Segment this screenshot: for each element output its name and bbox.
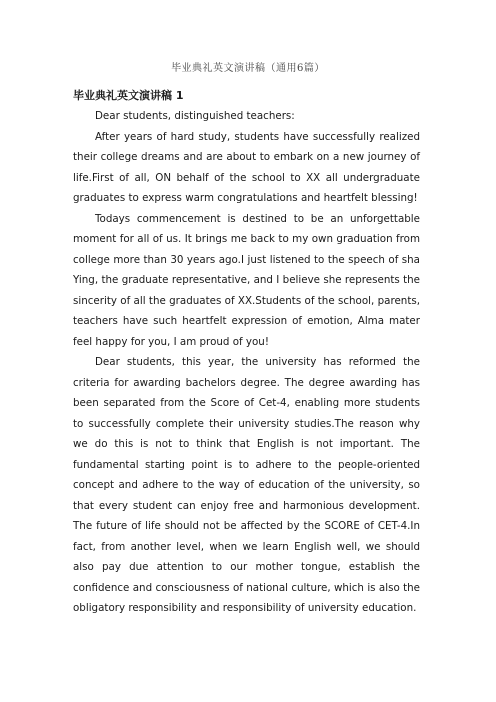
paragraph-degree-reform: Dear students, this year, the university has reformed the criteria for awarding bachelors degree. The degree awarding has been separated from the Score of Cet-4, enabling more students to successfully complete their university studies.The reason why we do this is not to think that English is not important. The fundamental starting point is to adhere to the people-oriented concept and adhere to the way of education of the university, so that every student can enjoy free and harmonious development. The future of life should not be affected by the SCORE of CET-4.In fact, from another level, when we learn English well, we should also pay due attention to our mother tongue, establish the confidence and consciousness of national culture, which is also the obligatory responsibility and responsibility of university education. xyxy=(73,356,420,614)
paragraph-commencement: Todays commencement is destined to be an unforgettable moment for all of us. It brings me back to my own graduation from college more than 30 years ago.I just listened to the speech of sha Ying, the graduate representative, and I believe she represents the sincerity of all the graduates of XX.Students of the school, parents, teachers have such heartfelt expression of emotion, Alma mater feel happy for you, I am proud of you! xyxy=(73,212,420,348)
section-title: 毕业典礼英文演讲稿 1 xyxy=(73,89,184,102)
paragraph-salutation: Dear students, distinguished teachers: xyxy=(95,110,295,122)
paragraph-congratulations: After years of hard study, students have successfully realized their college dreams and are about to embark on a new journey of life.First of all, ON behalf of the school to XX all undergraduate graduates to express warm congratulations and heartfelt blessing! xyxy=(73,130,420,204)
document-header-title: 毕业典礼英文演讲稿（通用6篇） xyxy=(171,63,325,74)
document-body xyxy=(73,86,420,619)
